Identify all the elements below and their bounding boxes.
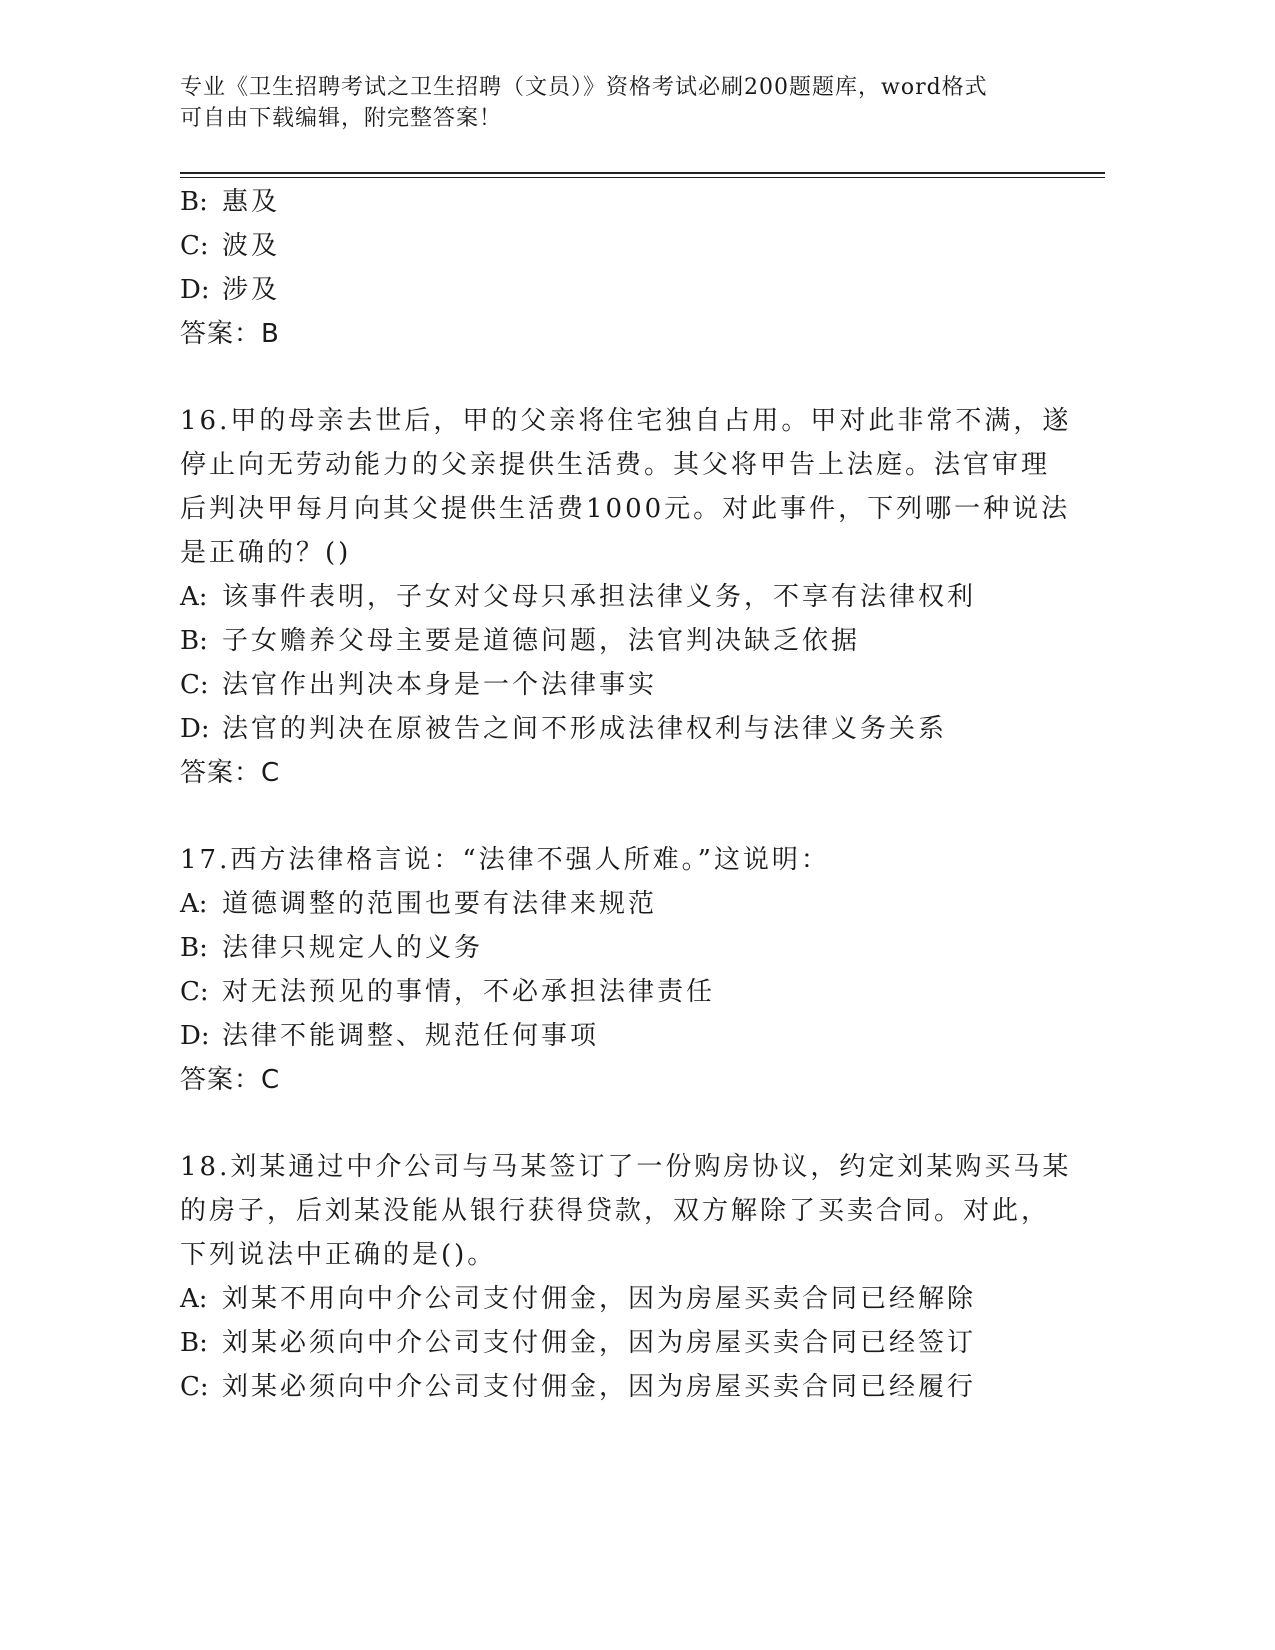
option-text: 法律不能调整、规范任何事项 xyxy=(222,1021,600,1051)
option-text: 法律只规定人的义务 xyxy=(222,933,484,963)
option-text: 法官的判决在原被告之间不形成法律权利与法律义务关系 xyxy=(222,714,948,744)
option-text: 该事件表明，子女对父母只承担法律义务，不享有法律权利 xyxy=(222,582,977,612)
option-label: A: xyxy=(180,582,208,612)
option-text: 刘某必须向中介公司支付佣金，因为房屋买卖合同已经履行 xyxy=(222,1372,977,1402)
option-label: C: xyxy=(180,977,209,1007)
answer-line: 答案：C xyxy=(180,1065,281,1095)
option-label: B: xyxy=(180,626,208,656)
option-b xyxy=(180,1321,1050,1365)
question-stem xyxy=(180,1145,1072,1277)
option-text: 法官作出判决本身是一个法律事实 xyxy=(222,670,658,700)
stem-line: 后判决甲每月向其父提供生活费1000元。对此事件，下列哪一种说法 xyxy=(180,494,1071,524)
stem-line: 16.甲的母亲去世后，甲的父亲将住宅独自占用。甲对此非常不满，遂 xyxy=(180,406,1072,436)
option-label: A: xyxy=(180,889,208,919)
header-divider-thin xyxy=(180,177,1105,178)
answer-line: 答案：C xyxy=(180,758,281,788)
stem-line: 的房子，后刘某没能从银行获得贷款，双方解除了买卖合同。对此， xyxy=(180,1196,1051,1226)
question-stem xyxy=(180,399,1072,575)
option-a xyxy=(180,575,1050,619)
option-c xyxy=(180,663,1050,707)
option-c xyxy=(180,224,1050,268)
question-fragment xyxy=(180,180,1050,356)
option-text: 子女赡养父母主要是道德问题，法官判决缺乏依据 xyxy=(222,626,861,656)
question-18 xyxy=(180,1145,1072,1409)
option-label: C: xyxy=(180,231,209,261)
option-b xyxy=(180,180,1050,224)
question-16 xyxy=(180,399,1072,795)
option-text: 刘某必须向中介公司支付佣金，因为房屋买卖合同已经签订 xyxy=(222,1328,977,1358)
option-label: D: xyxy=(180,275,210,305)
stem-line: 下列说法中正确的是()。 xyxy=(180,1240,497,1270)
header-title-line-2: 可自由下载编辑，附完整答案！ xyxy=(180,106,503,131)
question-stem xyxy=(180,838,1050,882)
stem-line: 是正确的？() xyxy=(180,538,352,568)
answer-line: 答案：B xyxy=(180,319,280,349)
option-text: 涉及 xyxy=(222,275,281,305)
question-17 xyxy=(180,838,1050,1102)
stem-line: 17.西方法律格言说：“法律不强人所难。”这说明： xyxy=(180,845,830,875)
header-title-line-1: 专业《卫生招聘考试之卫生招聘（文员）》资格考试必刷200题题库，word格式 xyxy=(180,75,988,100)
option-c xyxy=(180,970,1050,1014)
option-d xyxy=(180,268,1050,312)
option-d xyxy=(180,1014,1050,1058)
option-label: B: xyxy=(180,187,208,217)
option-label: D: xyxy=(180,714,210,744)
option-c xyxy=(180,1365,1050,1409)
option-label: D: xyxy=(180,1021,210,1051)
option-text: 波及 xyxy=(222,231,281,261)
stem-line: 18.刘某通过中介公司与马某签订了一份购房协议，约定刘某购买马某 xyxy=(180,1152,1072,1182)
question-content xyxy=(180,180,1072,1409)
option-d xyxy=(180,707,1050,751)
option-text: 对无法预见的事情，不必承担法律责任 xyxy=(222,977,716,1007)
option-text: 道德调整的范围也要有法律来规范 xyxy=(222,889,658,919)
header-divider-thick xyxy=(180,172,1105,174)
option-a xyxy=(180,1277,1050,1321)
option-label: A: xyxy=(180,1284,208,1314)
option-label: B: xyxy=(180,1328,208,1358)
page-header xyxy=(180,72,1040,134)
stem-line: 停止向无劳动能力的父亲提供生活费。其父将甲告上法庭。法官审理 xyxy=(180,450,1051,480)
option-text: 刘某不用向中介公司支付佣金，因为房屋买卖合同已经解除 xyxy=(222,1284,977,1314)
option-b xyxy=(180,619,1050,663)
option-b xyxy=(180,926,1050,970)
option-label: C: xyxy=(180,670,209,700)
option-text: 惠及 xyxy=(222,187,281,217)
option-label: B: xyxy=(180,933,208,963)
option-a xyxy=(180,882,1050,926)
option-label: C: xyxy=(180,1372,209,1402)
